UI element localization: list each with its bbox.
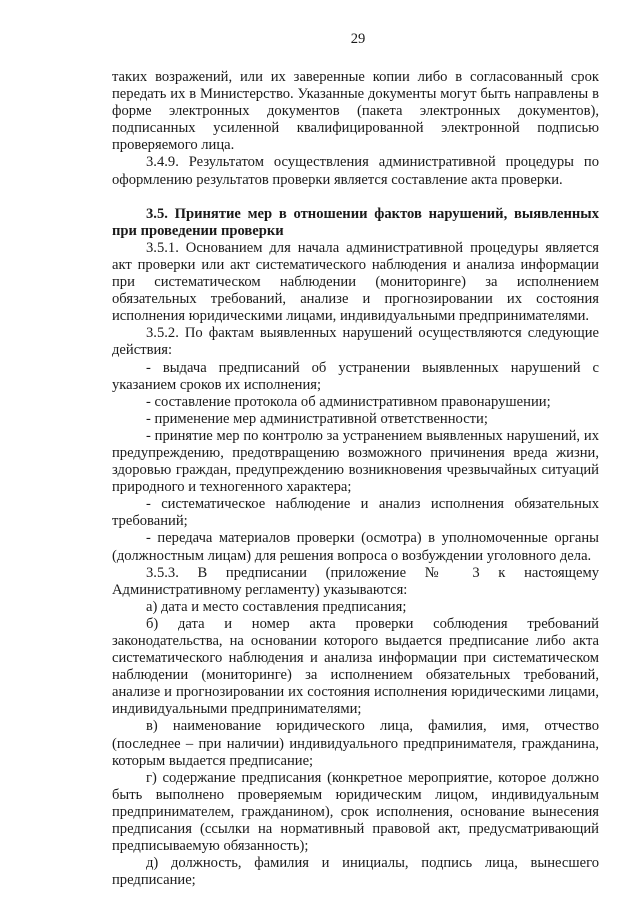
list-item: - составление протокола об административном правонарушении; <box>146 393 551 410</box>
list-item-g: г) содержание предписания (конкретное мероприятие, которое должно быть выполнено проверяемым юридическим лицом, индивидуальным предпринимателем, гражданином), срок исполнения, основание вынесения предписания (ссылки на нормативный правовой акт, предусматривающий предписываемую обязанность); <box>112 769 599 855</box>
list-item: - передача материалов проверки (осмотра) в уполномоченные органы (должностным лицам) для решения вопроса о возбуждении уголовного дела. <box>112 530 599 564</box>
paragraph-3-5-3: 3.5.3. В предписании (приложение № 3 к настоящему Административному регламенту) указываются: <box>112 564 599 598</box>
list-item: - принятие мер по контролю за устранением выявленных нарушений, их предупреждению, предотвращению возможного причинения вреда жизни, здоровью граждан, предупреждению возникновения чрезвычайных ситуаций природного и техногенного характера; <box>112 427 599 496</box>
list-item-b: б) дата и номер акта проверки соблюдения требований законодательства, на основании которого выдается предписание либо акта систематического наблюдения и анализа информации при систематическом наблюдении (мониторинге) за исполнением обязательных требований, анализе и прогнозировании их состояния исполнения юридическими лицами, индивидуальными предпринимателями; <box>112 615 599 718</box>
list-item: - систематическое наблюдение и анализ исполнения обязательных требований; <box>112 496 599 530</box>
list-item-a: а) дата и место составления предписания; <box>146 598 407 615</box>
list-item-d: д) должность, фамилия и инициалы, подпись лица, вынесшего предписание; <box>112 855 599 889</box>
paragraph-3-4-9: 3.4.9. Результатом осуществления административной процедуры по оформлению результатов проверки является составление акта проверки. <box>112 154 599 188</box>
section-heading: 3.5. Принятие мер в отношении фактов нарушений, выявленных при проведении проверки <box>112 205 599 239</box>
list-item-v: в) наименование юридического лица, фамилия, имя, отчество (последнее – при наличии) индивидуального предпринимателя, гражданина, которым выдается предписание; <box>112 718 599 769</box>
page-number: 29 <box>350 31 366 47</box>
list-item: - применение мер административной ответственности; <box>146 410 488 427</box>
paragraph-3-5-2: 3.5.2. По фактам выявленных нарушений осуществляются следующие действия: <box>112 325 599 359</box>
paragraph-3-5-1: 3.5.1. Основанием для начала административной процедуры является акт проверки или акт систематического наблюдения и анализа информации при систематическом наблюдении (мониторинге) за исполнением обязательных требований, анализе и прогнозировании их состояния исполнения юридическими лицами, индивидуальными предпринимателями. <box>112 239 599 325</box>
paragraph-continuation: таких возражений, или их заверенные копии либо в согласованный срок передать их в Министерство. Указанные документы могут быть направлены в форме электронных документов (пакета электронных документов), подписанных усиленной квалифицированной электронной подписью проверяемого лица. <box>112 69 599 154</box>
list-item: - выдача предписаний об устранении выявленных нарушений с указанием сроков их исполнения; <box>112 359 599 393</box>
document-body <box>112 69 599 889</box>
